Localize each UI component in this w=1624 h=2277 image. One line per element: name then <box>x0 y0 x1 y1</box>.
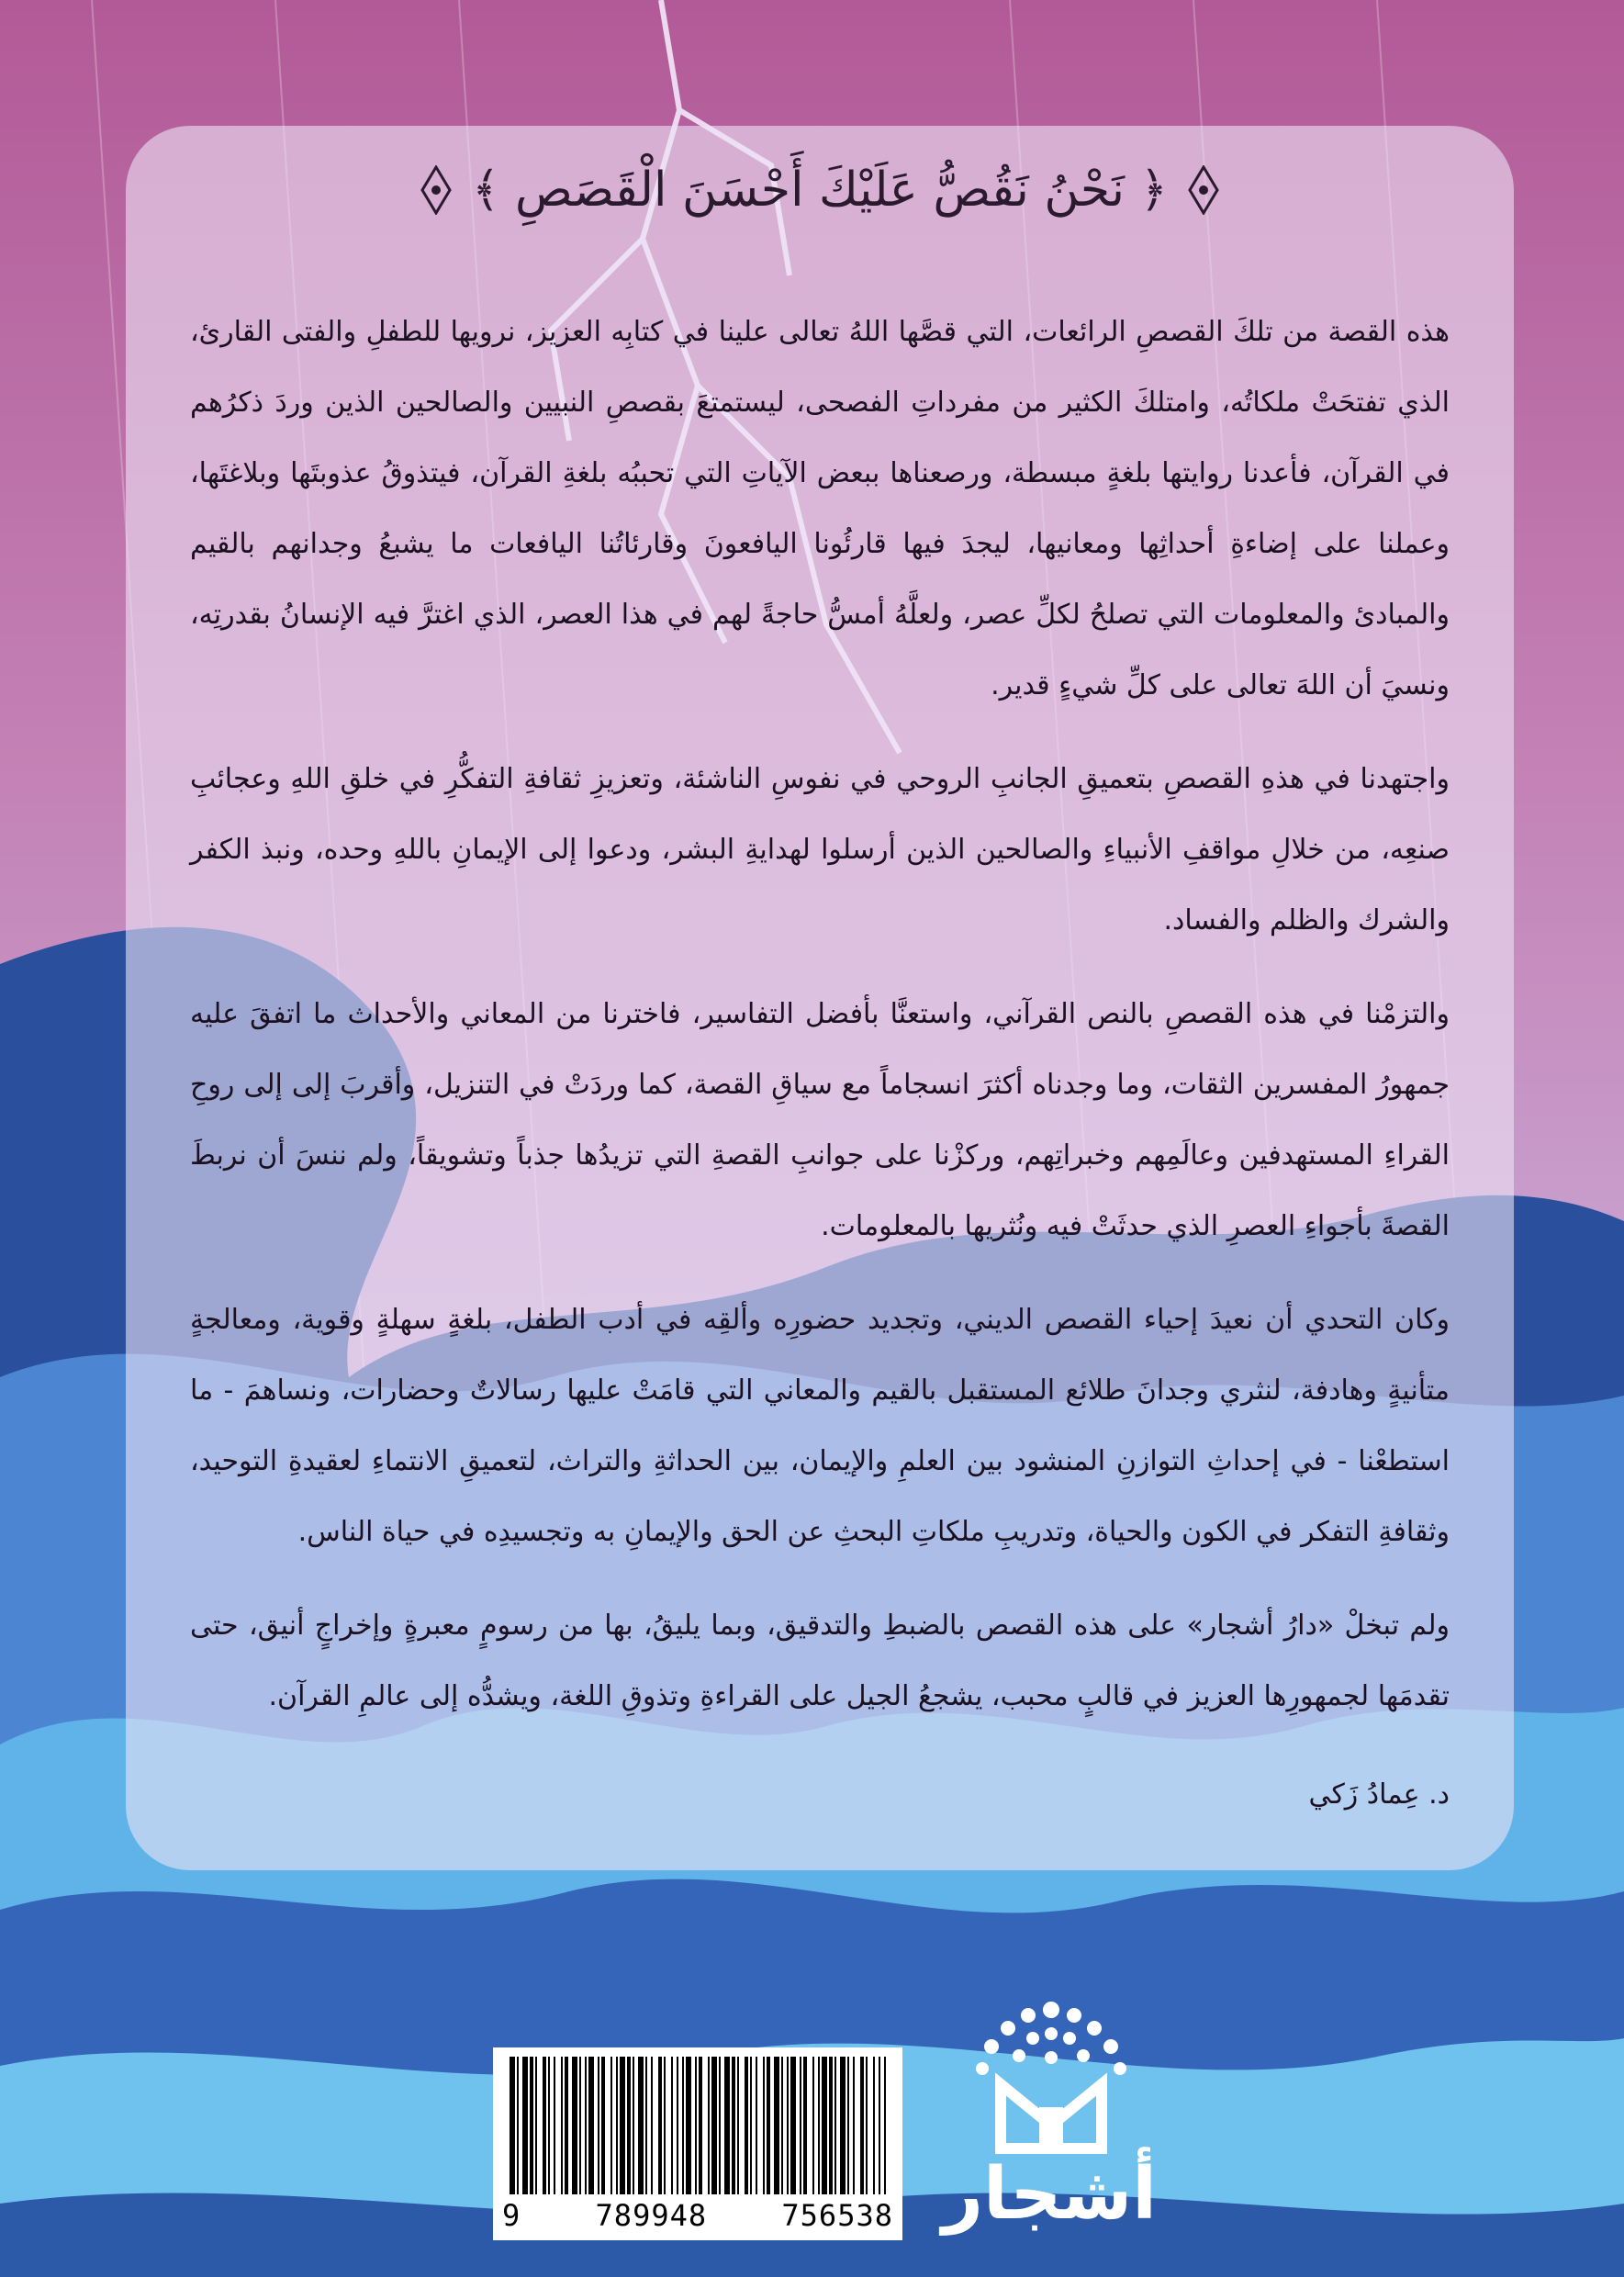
barcode-bar <box>517 2057 519 2194</box>
barcode-bar <box>860 2057 864 2194</box>
barcode-bar <box>695 2057 697 2194</box>
barcode-bar <box>554 2057 555 2194</box>
barcode-bar <box>535 2057 537 2194</box>
barcode-bar <box>834 2057 836 2194</box>
barcode-bar <box>638 2057 644 2194</box>
barcode-bar <box>803 2057 807 2194</box>
barcode-bar <box>620 2057 625 2194</box>
paragraph: وكان التحدي أن نعيدَ إحياء القصص الديني، وتجديد حضورِه وألقِه في أدب الطفل، بلغةٍ سهلةٍ وقوية، ومعالجةٍ متأنيةٍ وهادفة، لنثري وجدانَ طلائع المستقبل بالقيم والمعاني التي قامَتْ عليها رسالاتٌ وحضارات، ونساهمَ - ما استطعْنا - في إحداثِ التوازنِ المنشود بين العلمِ والإيمان، بين الحداثةِ والتراث، لتعميقِ الانتماءِ لعقيدةِ التوحيد، وثقافةِ التفكر في الكون والحياة، وتدريبِ ملكاتِ البحثِ عن الحق والإيمانِ به وتجسيدِه في حياة الناس. <box>190 1304 1450 1548</box>
barcode-bar <box>658 2057 662 2194</box>
barcode-bar <box>572 2057 577 2194</box>
barcode-bar <box>530 2057 533 2194</box>
barcode-bar <box>818 2057 820 2194</box>
ornament-left-icon <box>417 165 455 215</box>
barcode-bar <box>543 2057 546 2194</box>
paragraph: والتزمْنا في هذه القصصِ بالنص القرآني، واستعنَّا بأفضل التفاسير، فاخترنا من المعاني والأحداث ما اتفقَ عليه جمهورُ المفسرين الثقات، وما وجدناه أكثرَ انسجاماً مع سياقِ القصة، كما وردَتْ في التنزيل، وأقربَ إلى إلى روحِ القراءِ المستهدفين وعالَمِهم وخبراتِهم، وركزْنا على جوانبِ القصةِ التي تزيدُها جذباً وتشويقاً، ولم ننسَ أن نربطَ القصةَ بأجواءِ العصرِ الذي حدثَتْ فيه ونُثريها بالمعلومات. <box>190 998 1450 1242</box>
paragraph: واجتهدنا في هذهِ القصصِ بتعميقِ الجانبِ الروحي في نفوسِ الناشئة، وتعزيزِ ثقافةِ التفكُّرِ في خلقِ اللهِ وعجائبِ صنعِه، من خلالِ مواقفِ الأنبياءِ والصالحين الذين أرسلوا لهدايةِ البشر، ودعوا إلى الإيمانِ باللهِ وحده، ونبذ الكفر والشرك والظلم والفساد. <box>190 763 1450 937</box>
barcode-bar <box>873 2057 875 2194</box>
barcode-bar <box>579 2057 581 2194</box>
verse-text: ﴿ نَحْنُ نَقُصُّ عَلَيْكَ أَحْسَنَ الْقَصَصِ ﴾ <box>472 163 1168 218</box>
barcode-bar <box>853 2057 855 2194</box>
barcode-bar <box>879 2057 880 2194</box>
barcode-bar <box>645 2057 647 2194</box>
barcode-bar <box>601 2057 605 2194</box>
author-signature: د. عِمادُ زَكي <box>1308 1778 1450 1811</box>
barcode-bar <box>510 2057 515 2194</box>
barcode-digits: 789948 <box>595 2198 708 2233</box>
barcode-bar <box>548 2057 550 2194</box>
barcode-bar <box>588 2057 594 2194</box>
barcode-bar <box>737 2057 739 2194</box>
barcode-bar <box>598 2057 599 2194</box>
text-panel <box>126 126 1514 1870</box>
barcode-bar <box>671 2057 673 2194</box>
barcode-bar <box>711 2057 717 2194</box>
barcode-bar <box>767 2057 770 2194</box>
barcode-bar <box>745 2057 748 2194</box>
barcode-bar <box>800 2057 801 2194</box>
barcode-bar <box>829 2057 833 2194</box>
barcode-bar <box>664 2057 666 2194</box>
barcode-bar <box>774 2057 779 2194</box>
barcode-bar <box>610 2057 612 2194</box>
barcode-bar <box>866 2057 868 2194</box>
barcode-bar <box>699 2057 702 2194</box>
paragraph: ولم تبخلْ «دارُ أشجار» على هذه القصص بالضبطِ والتدقيق، وبما يليقُ، بها من رسومٍ معبرةٍ وإخراجٍ أنيق، حتى تقدمَها لجمهورِها العزيز في قالبٍ محبب، يشجعُ الجيل على القراءةِ وتذوقِ اللغة، ويشدُّه إلى عالمِ القرآن. <box>190 1610 1450 1712</box>
ornament-right-icon <box>1184 165 1223 215</box>
barcode-bar <box>750 2057 752 2194</box>
publisher-name: أشجار <box>942 2153 1157 2236</box>
barcode-number <box>502 2198 893 2233</box>
barcode-bar <box>790 2057 796 2194</box>
barcode-bar <box>840 2057 846 2194</box>
barcode-bar <box>847 2057 849 2194</box>
intro-text <box>190 297 1450 1853</box>
barcode-bar <box>822 2057 827 2194</box>
barcode-bar <box>756 2057 757 2194</box>
barcode-bar <box>627 2057 631 2194</box>
quran-verse-header <box>126 163 1514 218</box>
barcode-bar <box>682 2057 684 2194</box>
barcode-bar <box>651 2057 653 2194</box>
barcode-bar <box>677 2057 678 2194</box>
barcode-bar <box>686 2057 691 2194</box>
barcode-bar <box>522 2057 528 2194</box>
barcode-digits: 9 <box>502 2198 521 2233</box>
barcode-bar <box>585 2057 587 2194</box>
barcode-bar <box>561 2057 563 2194</box>
barcode-digits: 756538 <box>781 2198 893 2233</box>
isbn-barcode <box>493 2047 902 2240</box>
barcode-bar <box>884 2057 886 2194</box>
barcode-bar <box>724 2057 730 2194</box>
barcode-bar <box>781 2057 783 2194</box>
barcode-bar <box>616 2057 618 2194</box>
barcode-bar <box>812 2057 814 2194</box>
barcode-bar <box>732 2057 735 2194</box>
paragraph: هذه القصة من تلكَ القصصِ الرائعات، التي قصَّها اللهُ تعالى علينا في كتابِه العزيز، نرويها للطفلِ والفتى القارئ، الذي تفتحَتْ ملكاتُه، وامتلكَ الكثير من مفرداتِ الفصحى، ليستمتعَ بقصصِ النبيين والصالحين الذين وردَ ذكرُهم في القرآن، فأعدنا روايتها بلغةٍ مبسطة، ورصعناها ببعض الآياتِ التي تحببُه بلغةِ القرآن، فيتذوقُ عذوبتَها وبلاغتَها، وعملنا على إضاءةِ أحداثِها ومعانيها، ليجدَ فيها قارئُونا اليافعونَ وقارئاتُنا اليافعات ما يشبعُ وجدانهم بالقيم والمبادئ والمعلومات التي تصلحُ لكلِّ عصر، ولعلَّهُ أمسُّ حاجةً لهم في هذا العصر، الذي اغترَّ فيه الإنسانُ بقدرتِه، ونسيَ أن اللهَ تعالى على كلِّ شيءٍ قدير. <box>190 316 1450 701</box>
barcode-bar <box>719 2057 721 2194</box>
barcode-bars <box>502 2057 893 2194</box>
barcode-bar <box>633 2057 634 2194</box>
barcode-bar <box>763 2057 765 2194</box>
barcode-bar <box>787 2057 789 2194</box>
barcode-bar <box>708 2057 710 2194</box>
barcode-bar <box>565 2057 568 2194</box>
